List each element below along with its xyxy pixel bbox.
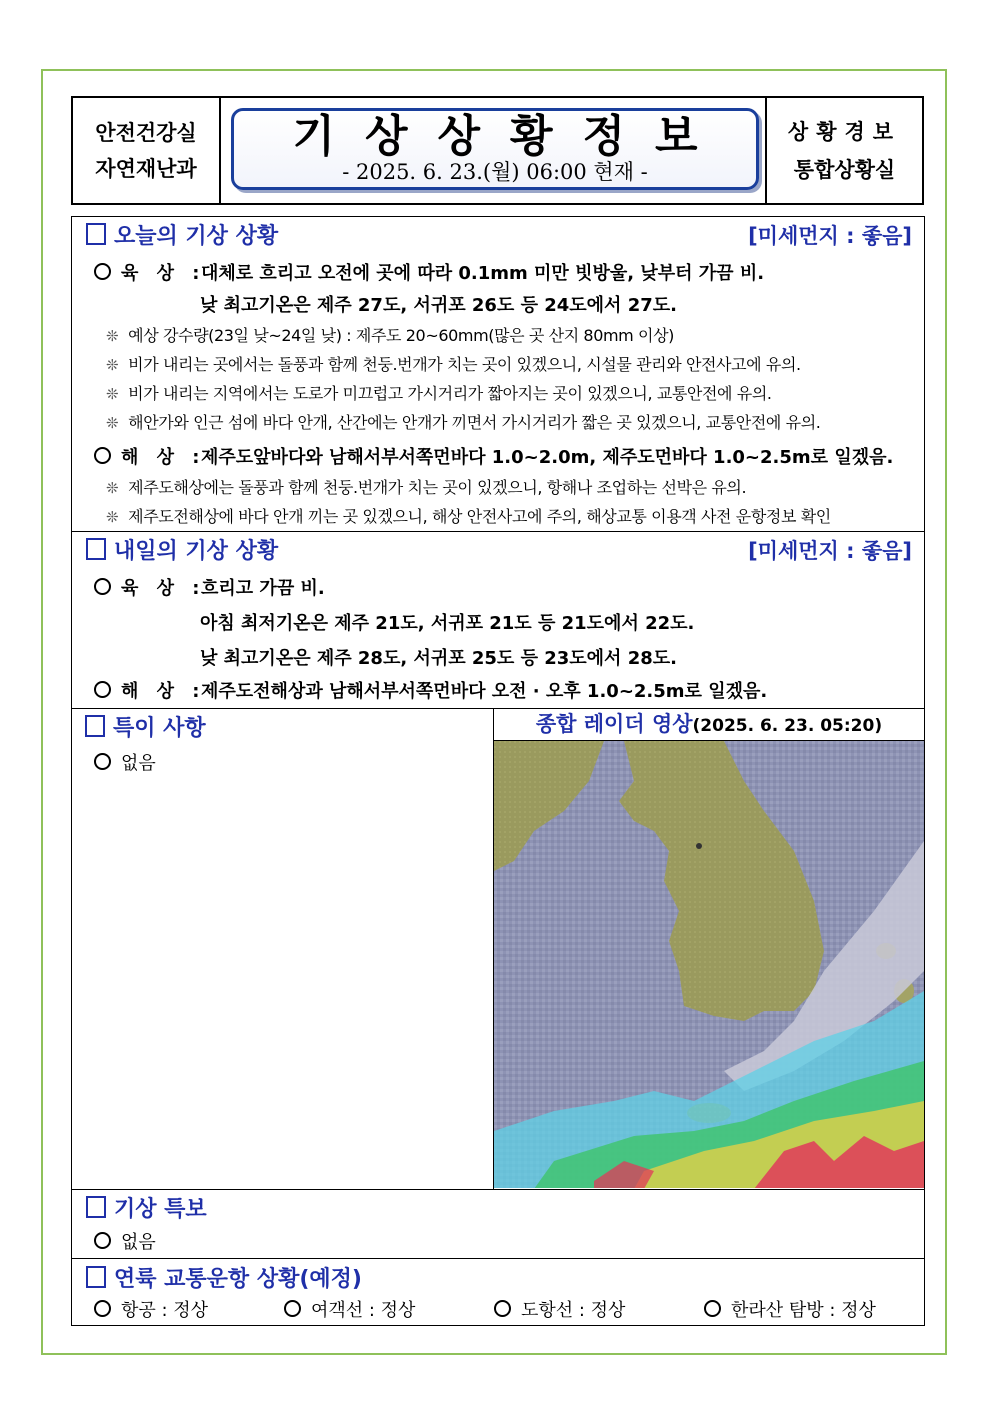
circle-bullet-icon	[94, 681, 111, 698]
circle-bullet-icon	[94, 447, 111, 464]
traffic-item: 도항선 : 정상	[494, 1296, 625, 1322]
circle-bullet-icon	[284, 1300, 301, 1317]
checkbox-icon	[86, 1266, 106, 1288]
tomorrow-sea: 해 상 :제주도전해상과 남해서부서쪽먼바다 오전 · 오후 1.0~2.5m로 일겠음.	[94, 677, 767, 703]
traffic-heading: 연륙 교통운항 상황(예정)	[86, 1262, 362, 1293]
title-box	[231, 108, 759, 190]
radar-title: 종합 레이더 영상(2025. 6. 23. 05:20)	[535, 712, 883, 736]
radar-image	[494, 740, 924, 1188]
tomorrow-section	[71, 531, 925, 709]
traffic-section	[71, 1258, 925, 1326]
tomorrow-dust: [미세먼지 : 좋음]	[748, 539, 912, 563]
circle-bullet-icon	[94, 578, 111, 595]
special-item: 없음	[94, 749, 156, 775]
circle-bullet-icon	[94, 1300, 111, 1317]
note-mark-icon: ❊	[106, 385, 119, 403]
page-title: 기상상황정보	[292, 111, 728, 162]
today-heading: 오늘의 기상 상황	[86, 219, 278, 250]
checkbox-icon	[86, 538, 106, 560]
circle-bullet-icon	[94, 1232, 111, 1249]
circle-bullet-icon	[704, 1300, 721, 1317]
today-sea-note: ❊ 제주도해상에는 돌풍과 함께 천둥.번개가 치는 곳이 있겠으니, 항해나 조업하는 선박은 유의.	[106, 478, 747, 497]
note-mark-icon: ❊	[106, 414, 119, 432]
note-mark-icon: ❊	[106, 479, 119, 497]
issuer-department	[73, 98, 221, 203]
issuer-line-2: 자연재난과	[95, 156, 197, 181]
warning-item: 없음	[94, 1228, 156, 1254]
today-dust: [미세먼지 : 좋음]	[748, 224, 912, 248]
special-heading: 특이 사항	[85, 711, 206, 742]
today-sea-note: ❊ 제주도전해상에 바다 안개 끼는 곳 있겠으니, 해상 안전사고에 주의, 해상교통 이용객 사전 운항정보 확인	[106, 507, 831, 526]
checkbox-icon	[86, 1196, 106, 1218]
document-header	[71, 96, 924, 205]
warning-heading: 기상 특보	[86, 1192, 207, 1223]
issuer-line-1: 안전건강실	[95, 120, 197, 145]
note-mark-icon: ❊	[106, 508, 119, 526]
note-mark-icon: ❊	[106, 327, 119, 345]
today-note: ❊ 해안가와 인근 섬에 바다 안개, 산간에는 안개가 끼면서 가시거리가 짧은 곳 있겠으니, 교통안전에 유의.	[106, 413, 821, 432]
checkbox-icon	[86, 223, 106, 245]
circle-bullet-icon	[494, 1300, 511, 1317]
today-section	[71, 216, 925, 532]
checkbox-icon	[85, 715, 105, 737]
today-note: ❊ 예상 강수량(23일 낮~24일 낮) : 제주도 20~60mm(많은 곳 산지 80mm 이상)	[106, 326, 675, 345]
circle-bullet-icon	[94, 263, 111, 280]
tomorrow-heading: 내일의 기상 상황	[86, 534, 278, 565]
receiving-office	[765, 98, 922, 203]
warning-section	[71, 1189, 925, 1259]
tomorrow-min-temp: 아침 최저기온은 제주 21도, 서귀포 21도 등 21도에서 22도.	[200, 613, 695, 634]
today-note: ❊ 비가 내리는 곳에서는 돌풍과 함께 천둥.번개가 치는 곳이 있겠으니, 시설물 관리와 안전사고에 유의.	[106, 355, 801, 374]
today-land-temp: 낮 최고기온은 제주 27도, 서귀포 26도 등 24도에서 27도.	[200, 295, 677, 316]
office-line-1: 상황경보	[787, 119, 902, 144]
traffic-item: 여객선 : 정상	[284, 1296, 415, 1322]
today-sea: 해 상 :제주도앞바다와 남해서부서쪽먼바다 1.0~2.0m, 제주도먼바다 1.0~2.5m로 일겠음.	[94, 443, 893, 469]
tomorrow-max-temp: 낮 최고기온은 제주 28도, 서귀포 25도 등 23도에서 28도.	[200, 648, 677, 669]
report-datetime: - 2025. 6. 23.(월) 06:00 현재 -	[342, 160, 648, 184]
today-land: 육 상 :대체로 흐리고 오전에 곳에 따라 0.1mm 미만 빗방울, 낮부터 가끔 비.	[94, 259, 764, 285]
radar-map-graphic	[494, 741, 924, 1188]
traffic-item: 항공 : 정상	[94, 1296, 208, 1322]
note-mark-icon: ❊	[106, 356, 119, 374]
today-note: ❊ 비가 내리는 지역에서는 도로가 미끄럽고 가시거리가 짧아지는 곳이 있겠으니, 교통안전에 유의.	[106, 384, 772, 403]
circle-bullet-icon	[94, 753, 111, 770]
office-line-2: 통합상황실	[793, 157, 896, 182]
tomorrow-land: 육 상 :흐리고 가끔 비.	[94, 574, 325, 600]
traffic-item: 한라산 탐방 : 정상	[704, 1296, 876, 1322]
